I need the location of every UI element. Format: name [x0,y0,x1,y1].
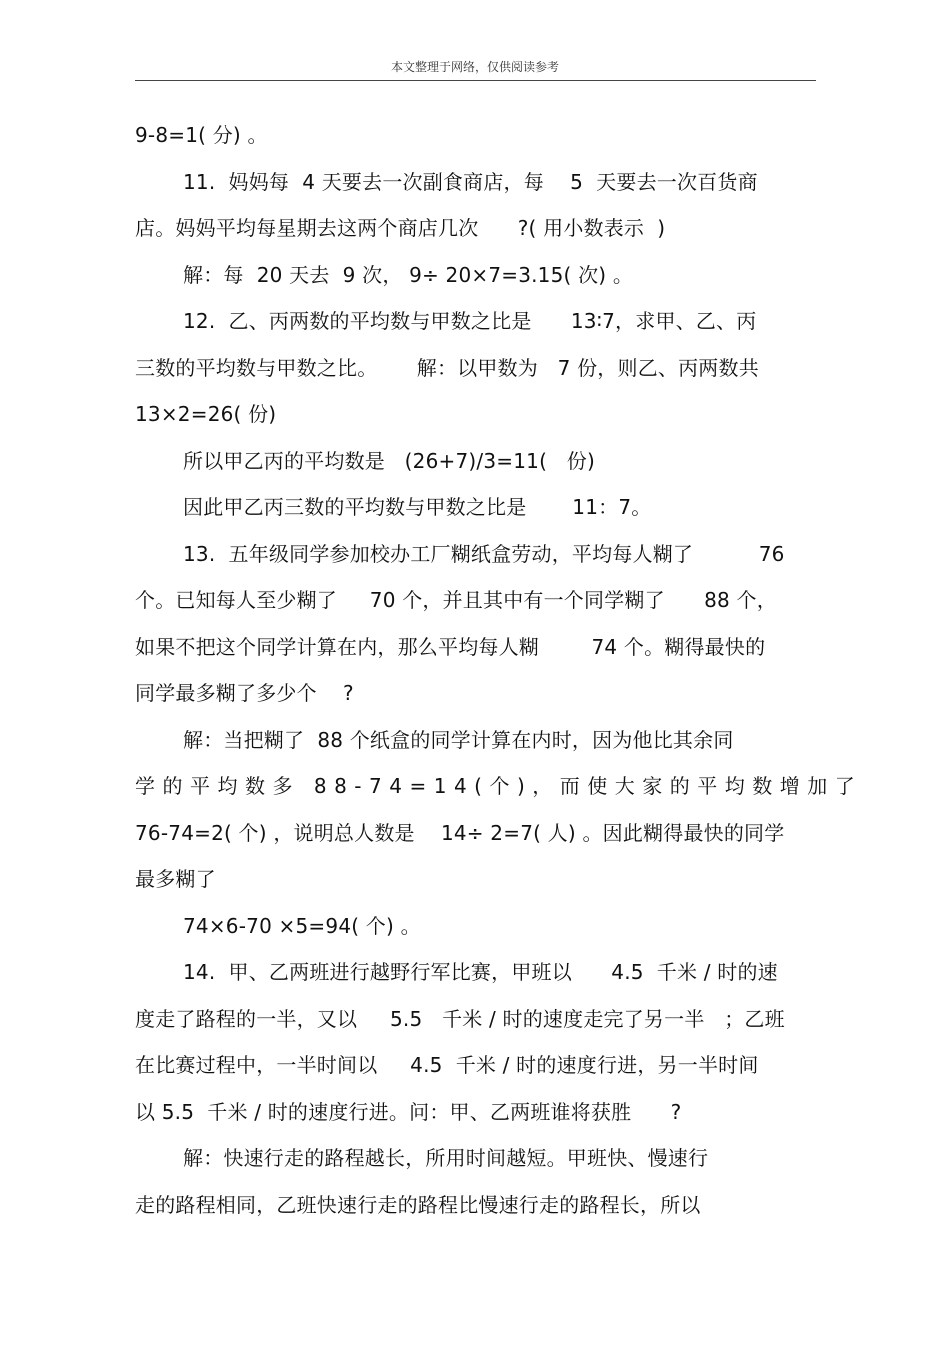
text-line: 店。妈妈平均每星期去这两个商店几次 ?( 用小数表示 ) [135,216,666,240]
text-line: 最多糊了 [135,867,216,891]
solution-13-line: 解：当把糊了 88 个纸盒的同学计算在内时，因为他比其余同 [183,727,734,752]
problem-14-line: 14. 甲、乙两班进行越野行军比赛，甲班以 4.5 千米 / 时的速 [183,960,778,984]
text-line: 13×2=26( 份) [135,402,277,426]
text-line: 9-8=1( 分) 。 [135,123,268,147]
text-line: 以 5.5 千米 / 时的速度行进。问：甲、乙两班谁将获胜 ? [135,1099,682,1124]
text-line: 个。已知每人至少糊了 70 个，并且其中有一个同学糊了 88 个， [135,588,777,612]
text-line: 76-74=2( 个) ，说明总人数是 14÷ 2=7( 人) 。因此糊得最快的同学 [135,820,785,845]
text-line: 所以甲乙丙的平均数是 (26+7)/3=11( 份) [183,448,595,473]
text-line: 三数的平均数与甲数之比。 解：以甲数为 7 份，则乙、丙两数共 [135,355,759,380]
solution-11-line: 解：每 20 天去 9 次， 9÷ 20×7=3.15( 次) 。 [183,262,634,287]
problem-11-line: 11. 妈妈每 4 天要去一次副食商店，每 5 天要去一次百货商 [183,169,758,194]
header-rule [135,80,816,81]
text-line: 度走了路程的一半，又以 5.5 千米 / 时的速度走完了另一半 ；乙班 [135,1006,785,1031]
text-line: 因此甲乙丙三数的平均数与甲数之比是 11：7。 [183,495,652,519]
text-line: 在比赛过程中，一半时间以 4.5 千米 / 时的速度行进，另一半时间 [135,1053,759,1077]
text-line: 学的平均数多 88-74=14(个)，而使大家的平均数增加了 [135,774,863,798]
problem-12-line: 12. 乙、丙两数的平均数与甲数之比是 13∶7，求甲、乙、丙 [183,309,757,333]
text-line: 74×6-70 ×5=94( 个) 。 [183,913,421,938]
text-line: 走的路程相同，乙班快速行走的路程比慢速行走的路程长，所以 [135,1192,701,1217]
text-line: 如果不把这个同学计算在内，那么平均每人糊 74 个。糊得最快的 [135,634,766,659]
text-line: 同学最多糊了多少个 ? [135,681,354,705]
solution-14-line: 解：快速行走的路程越长，所用时间越短。甲班快、慢速行 [183,1146,709,1170]
problem-13-line: 13. 五年级同学参加校办工厂糊纸盒劳动，平均每人糊了 76 [183,541,785,566]
document-body [135,112,863,1228]
page-header: 本文整理于网络，仅供阅读参考 [390,60,559,74]
